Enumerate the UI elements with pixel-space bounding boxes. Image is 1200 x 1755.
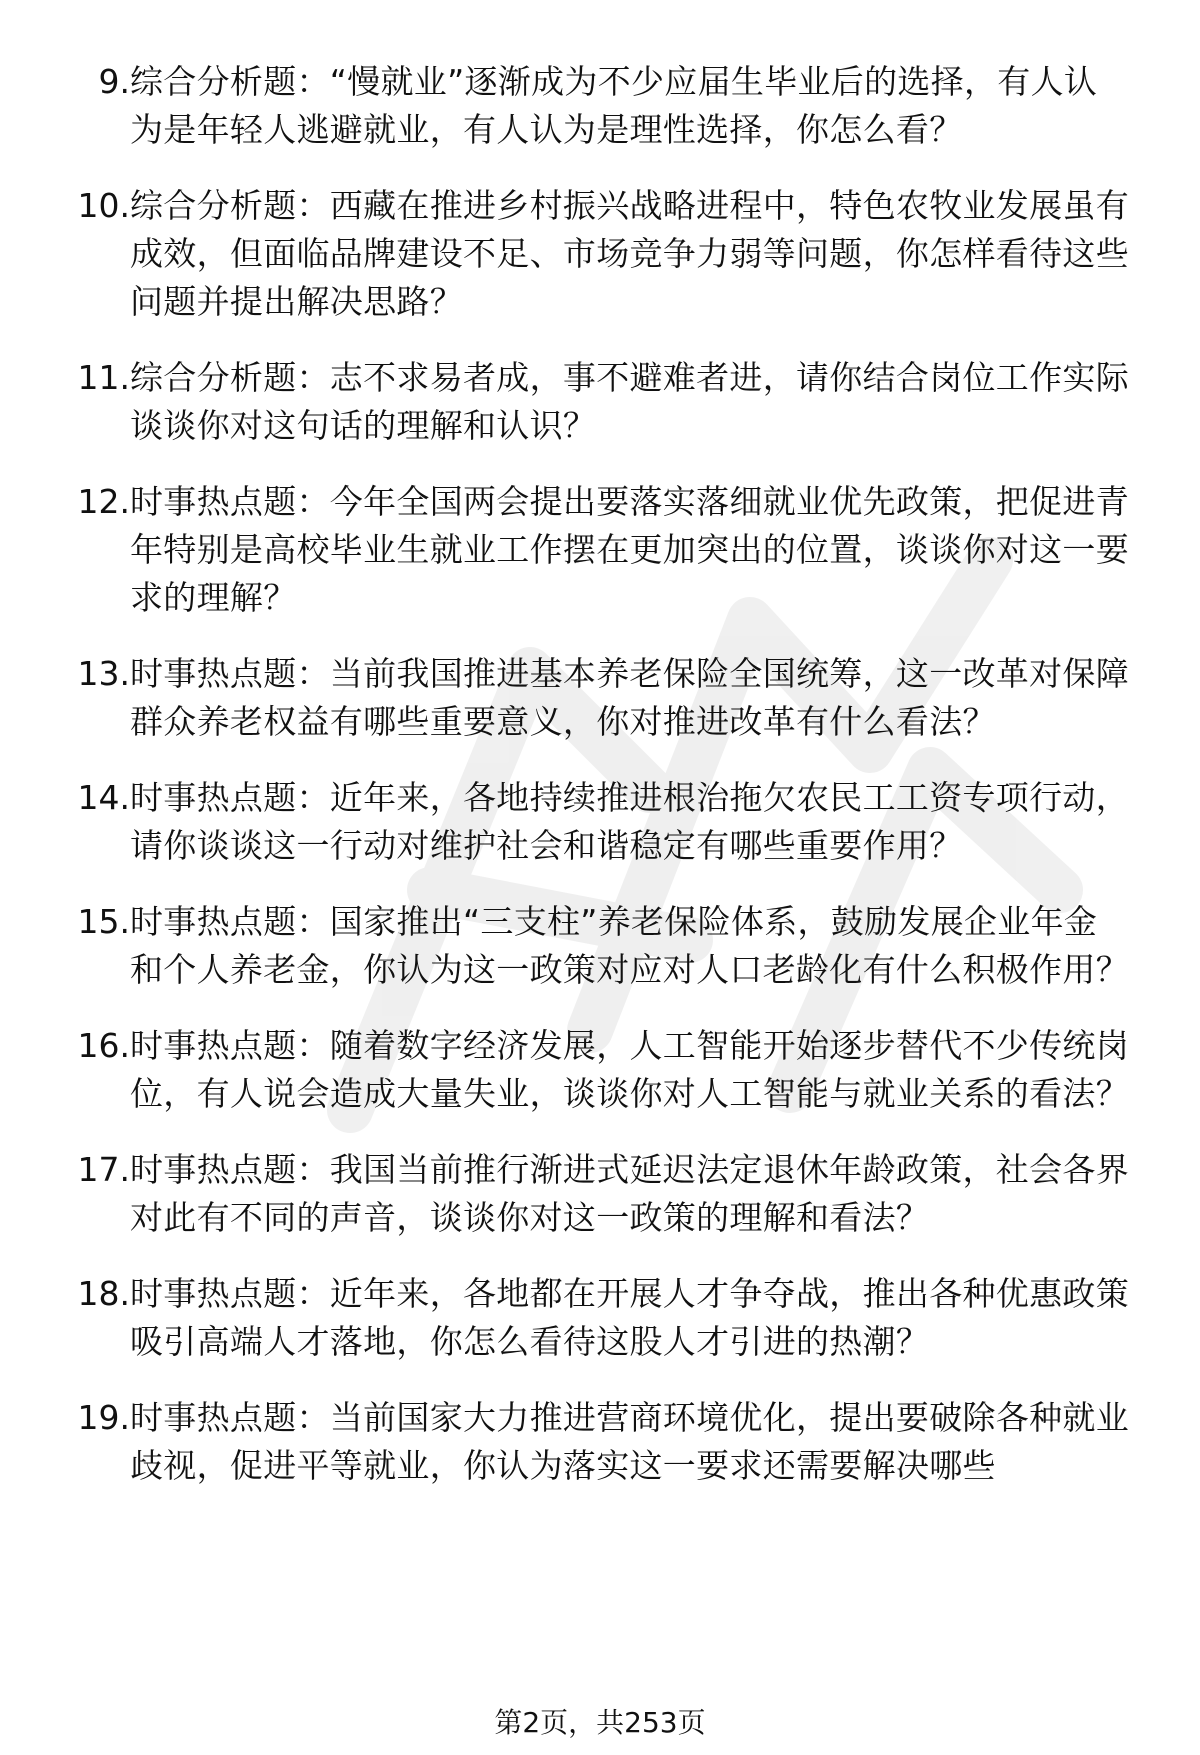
question-number: 14.	[77, 778, 130, 817]
question-text: 综合分析题：“慢就业”逐渐成为不少应届生毕业后的选择，有人认为是年轻人逃避就业，有人认为是理性选择，你怎么看？	[130, 62, 1098, 149]
question-text: 时事热点题：近年来，各地都在开展人才争夺战，推出各种优惠政策吸引高端人才落地，你怎么看待这股人才引进的热潮？	[130, 1274, 1129, 1361]
question-item	[0, 774, 1200, 870]
question-text: 时事热点题：当前国家大力推进营商环境优化，提出要破除各种就业歧视，促进平等就业，你认为落实这一要求还需要解决哪些	[130, 1398, 1129, 1485]
question-item	[0, 58, 1200, 154]
question-item	[0, 1022, 1200, 1118]
question-number: 13.	[77, 654, 130, 693]
question-text: 时事热点题：随着数字经济发展，人工智能开始逐步替代不少传统岗位，有人说会造成大量失业，谈谈你对人工智能与就业关系的看法？	[130, 1026, 1129, 1113]
question-item	[0, 650, 1200, 746]
question-item	[0, 1270, 1200, 1366]
question-number: 17.	[77, 1150, 130, 1189]
question-text: 时事热点题：近年来，各地持续推进根治拖欠农民工工资专项行动，请你谈谈这一行动对维护社会和谐稳定有哪些重要作用？	[130, 778, 1129, 865]
question-number: 15.	[77, 902, 130, 941]
question-item	[0, 1394, 1200, 1490]
question-text: 综合分析题：志不求易者成，事不避难者进，请你结合岗位工作实际谈谈你对这句话的理解和认识？	[130, 358, 1129, 445]
question-text: 时事热点题：今年全国两会提出要落实落细就业优先政策，把促进青年特别是高校毕业生就业工作摆在更加突出的位置，谈谈你对这一要求的理解？	[130, 482, 1129, 617]
question-text: 时事热点题：国家推出“三支柱”养老保险体系，鼓励发展企业年金和个人养老金，你认为这一政策对应对人口老龄化有什么积极作用？	[130, 902, 1129, 989]
question-number: 10.	[77, 186, 130, 225]
page-footer: 第2页，共253页	[494, 1706, 706, 1739]
question-item	[0, 898, 1200, 994]
question-item	[0, 478, 1200, 622]
question-text: 时事热点题：当前我国推进基本养老保险全国统筹，这一改革对保障群众养老权益有哪些重要意义，你对推进改革有什么看法？	[130, 654, 1129, 741]
question-text: 综合分析题：西藏在推进乡村振兴战略进程中，特色农牧业发展虽有成效，但面临品牌建设不足、市场竞争力弱等问题，你怎样看待这些问题并提出解决思路？	[130, 186, 1129, 321]
question-number: 19.	[77, 1398, 130, 1437]
question-text: 时事热点题：我国当前推行渐进式延迟法定退休年龄政策，社会各界对此有不同的声音，谈谈你对这一政策的理解和看法？	[130, 1150, 1129, 1237]
question-item	[0, 1146, 1200, 1242]
question-number: 18.	[77, 1274, 130, 1313]
question-item	[0, 182, 1200, 326]
question-number: 12.	[77, 482, 130, 521]
question-number: 16.	[77, 1026, 130, 1065]
question-number: 9.	[98, 62, 130, 101]
question-item	[0, 354, 1200, 450]
question-list	[0, 58, 1200, 1518]
question-number: 11.	[77, 358, 130, 397]
